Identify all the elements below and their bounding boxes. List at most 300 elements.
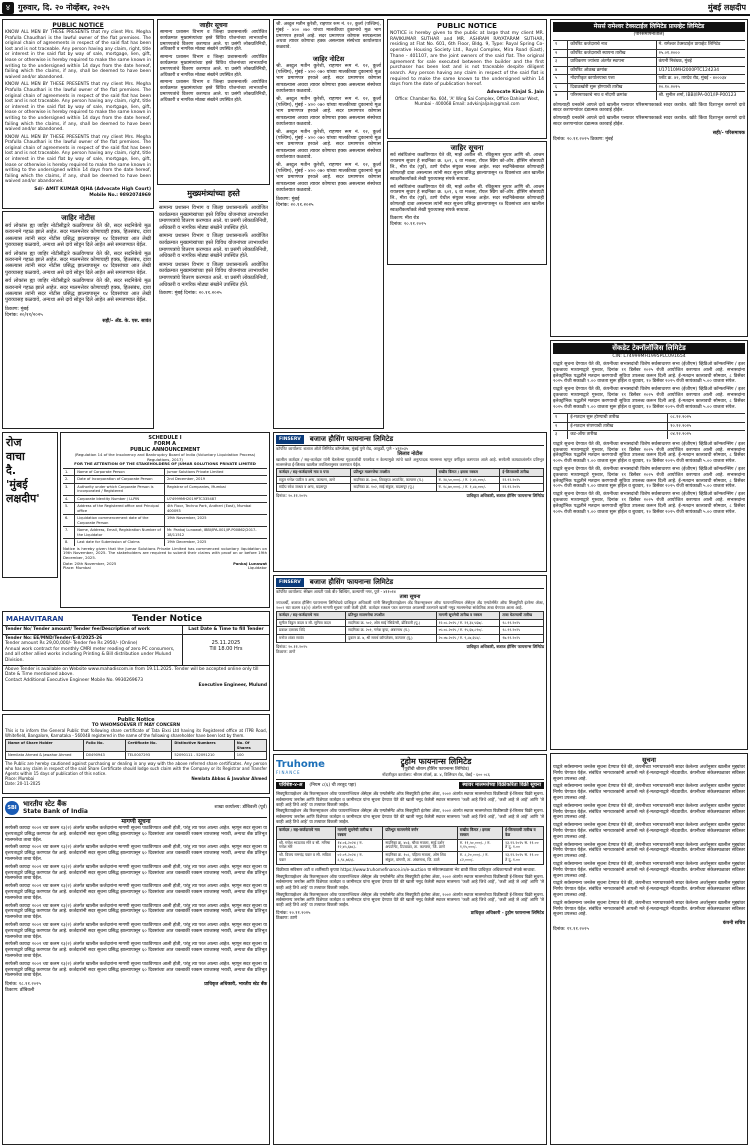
bajaj1-table-cell: ई-लिलावाची तारीख: [502, 470, 529, 474]
col5-ad2-table-cell: १०.१२.२०२५: [670, 423, 692, 429]
tender-contact: Contact Additional Executive Engineer Mobile No. 9930269673: [5, 677, 144, 683]
schedule-table-cell: Name of Corporate Person: [75, 469, 165, 476]
schedule-table-row: [63, 496, 267, 504]
bajaj2-body: ज्याअर्थी, बजाज हौसिंग फायनान्स लिमिटेडचे प्राधिकृत अधिकारी यांनी सिक्युरिटायझेशन अँड रिकन्स्ट्रक्शन ऑफ फायनान्शियल ॲसेट्स अँड एन्फोर्समेंट ऑफ सिक्युरिटी इंटरेस्ट ॲक्ट, २००२ च्या कलम १३(२) अंतर्गत मागणी सूचना जारी केली होती. कर्जदार रक्कम परत करण्यात अयशस्वी ठरल्याने खाली नमूद मालमत्तेचा सांकेतिक ताबा घेण्यात आला आहे.: [276, 600, 544, 610]
schedule-table-cell: 3.: [63, 484, 75, 495]
col4-sign: Advocate Kinjal S. Jain: [486, 90, 544, 96]
lost-share-table-cell: 100: [236, 753, 244, 758]
col5-table-row: [553, 67, 745, 76]
bajaj2-logo: FINSERV: [276, 578, 304, 587]
col4-jahir-notice: [387, 141, 547, 265]
col5-ad2-table-cell: ई-मतदान सुरू होण्याची तारीख: [568, 414, 668, 422]
truhome-body: सिक्युरिटायझेशन अँड रिकन्स्ट्रक्शन ऑफ फायनान्शियल ॲसेट्स अँड एन्फोर्समेंट ऑफ सिक्युरिटी इंटरेस्ट ॲक्ट, २००२ अंतर्गत स्थावर मालमत्तेच्या विक्रीसाठी ई-लिलाव विक्री सूचना. सर्वसामान्य जनतेस आणि विशेषतः कर्जदार व जामीनदार यांना सूचना देण्यात येते की खाली नमूद केलेली स्थावर मालमत्ता 'जशी आहे जिथे आहे', 'जशी आहे जे आहे' आणि 'जे काही आहे तिथे आहे' या तत्त्वावर विकली जाईल.: [276, 791, 544, 807]
schedule-table-cell: 2.: [63, 476, 75, 483]
schedule-table-cell: Registrar of Companies, Mumbai: [166, 484, 226, 489]
truhome-table-cell: सदनिका क्र. ४०३, चौथा मजला, साई दर्शन अपार्टमेंट, टिटवाळा, ता. कल्याण, जि. ठाणे: [383, 840, 457, 852]
masthead-brand: मुंबई लक्षदीप: [707, 3, 746, 12]
col5-table-cell: १: [553, 41, 568, 49]
col5-egm-notice: [550, 340, 748, 750]
bajaj1-table-row: [277, 484, 543, 491]
col5-table-cell: U17110MH2000PTC124234: [658, 67, 720, 73]
sbi-notice: [2, 797, 270, 1145]
bajaj2-heading: ताबा सूचना: [399, 594, 421, 600]
col2-top-body: सामान्य प्रशासन विभाग व जिल्हा प्रशासनातर्फे आयोजित कार्यक्रमात मुख्यमंत्र्यांच्या हस्ते विविध योजनांच्या लाभार्थ्यांना प्रमाणपत्रांचे वितरण करण्यात आले. या प्रसंगी लोकप्रतिनिधी, अधिकारी व नागरिक मोठ्या संख्येने उपस्थित होते.: [160, 30, 267, 53]
sbi-body: सरफेसी कायदा २००२ च्या कलम १३(२) अंतर्गत खालील कर्जदारांना मागणी सूचना पाठविण्यात आली होती, परंतु त्या परत आल्या आहेत. म्हणून सदर सूचना या वृत्तपत्राद्वारे प्रसिद्ध करण्यात येत आहे. कर्जदारांनी सदर सूचना प्रसिद्ध झाल्यापासून ६० दिवसांच्या आत थकबाकी रक्कम व्याजासह भरावी, अन्यथा बँक प्रतिभूत मालमत्तेचा ताबा घेईल.: [5, 826, 267, 843]
schedule-table-row: [63, 469, 267, 477]
col1-jahir-notice: [2, 211, 154, 429]
bajaj1-table-cell: २२.१२.२०२५: [502, 485, 521, 490]
public-notice-body-cont2: KNOW ALL MEN BY THESE PRESENTS that my client Mrs. Megha Prafulla Chaudhari is the lawful owner of the flat premises. The original chain of agreements in respect of the said flat has been lost and is not traceable. Any person having any claim, right, title or interest in the said flat by way of sale, mortgage, lien, gift, lease or otherwise is hereby required to make the same known in writing to the undersigned within 14 days from the date hereof, failing which the claims, if any, shall be deemed to have been waived and/or abandoned.: [5, 134, 151, 185]
col5-table-cell: ५: [553, 75, 568, 83]
tender-website: Above Tender is available on Website www.mahadiscom.in from 19.11.2025. Tender will be accepted online only till Date & Time mentioned above.: [5, 666, 259, 678]
bajaj2-table-cell: कर्जदार / सह-कर्जदाराचे नाव: [277, 612, 346, 619]
schedule-table-cell: 4th Floor, Techno Park, Andheri (East), Mumbai 400093: [166, 504, 252, 513]
col5-table-row: [553, 92, 745, 100]
bajaj1-table-row: [277, 477, 543, 485]
schedule-title: SCHEDULE I: [148, 435, 182, 441]
col5-table-cell: दिवाळखोरी सुरू होण्याची तारीख: [568, 84, 656, 92]
lost-share-sub: TO WHOMSOEVER IT MAY CONCERN: [91, 723, 181, 728]
bajaj-auction-notice: [273, 432, 547, 572]
bajaj2-date: दिनांक: २०.११.२०२५: [276, 643, 308, 649]
col5-table-cell: मे. रामेश्वर टेक्सटाईल प्रायव्हेट लिमिटेड: [658, 42, 721, 47]
truhome-table-cell: राखीव किंमत / इसारा रक्कम: [458, 827, 503, 839]
col5-company-sub: (परिसमापनातील): [633, 32, 665, 37]
schedule-i-announcement: [60, 432, 270, 608]
jahir-sign: सही/- ॲड. के. एस. सावंत: [102, 318, 151, 324]
masthead: [0, 0, 750, 16]
sbi-place: ठिकाण: डोंबिवली: [5, 988, 35, 994]
bajaj1-table-row: [277, 469, 543, 477]
schedule-table-cell: 1.: [63, 469, 75, 476]
truhome-table-row: [277, 840, 543, 853]
col5-ad2-body-5: याद्वारे सूचना देण्यात येते की, कंपनीच्या सभासदांची विशेष सर्वसाधारण सभा (ईजीएम) व्हिडिओ कॉन्फरन्सिंग / इतर दृकश्राव्य माध्यमाद्वारे गुरुवार, दिनांक ११ डिसेंबर २०२५ रोजी आयोजित करण्यात आली आहे. सभासदांना इलेक्ट्रॉनिक पद्धतीने मतदान करण्याची सुविधा उपलब्ध करून दिली आहे. ई-मतदान कालावधी सोमवार, ८ डिसेंबर २०२५ रोजी सकाळी ९.०० वाजता सुरू होईल व बुधवार, १० डिसेंबर २०२५ रोजी सायंकाळी ५.०० वाजता संपेल.: [553, 492, 745, 515]
jahir-place: ठिकाण: मुंबई: [5, 306, 29, 312]
truhome-logo-sub: FINANCE: [276, 770, 301, 776]
bajaj2-table-cell: सुनील विठ्ठल कदम व सौ. सुनिता कदम: [277, 620, 346, 627]
col1-public-notice: [2, 19, 154, 209]
col2-mid-article: [157, 187, 270, 429]
col5-table-row: [553, 84, 745, 93]
lost-share-table-cell: Certificate No.: [126, 740, 173, 751]
bajaj-sub: कॉर्पोरेट कार्यालय: बजाज ऑटो लिमिटेड कॉम्प्लेक्स, मुंबई पुणे रोड, आकुर्डी, पुणे - ४११०३५: [276, 446, 409, 451]
truhome-table-row: [277, 852, 543, 864]
sbi-logo: SBI: [5, 801, 19, 815]
bajaj2-table-row: [277, 635, 543, 642]
col4-jahir-title: जाहिर सूचना: [450, 144, 484, 152]
promo-line-1: रोज: [6, 436, 22, 449]
truhome-table-cell: १४.०६.२०२४ / रु. १२,४५,६७८/-: [336, 840, 384, 852]
truhome-table-cell: रु. ११,५०,०००/- / रु. १,१५,०००/-: [458, 840, 503, 852]
bajaj-body: खालील कर्जदार / सह-कर्जदार यांनी घेतलेल्या गृहकर्जाची परतफेड न केल्यामुळे त्यांचे खाते अनुत्पादक मालमत्ता म्हणून वर्गीकृत करण्यात आले आहे. सरफेसी कायद्याअंतर्गत प्रतिभूत मालमत्तेचा ई-लिलाव खालील तपशिलानुसार करण्यात येईल.: [276, 457, 544, 467]
truhome-heading-mid: (नियम ८(६) ची तरतूद पहा): [309, 783, 357, 789]
sbi-title: मागणी सूचना: [121, 818, 151, 825]
truhome-date: दिनांक: २०.११.२०२५: [276, 910, 311, 916]
truhome-title: ट्रुहोम फायनान्स लिमिटेड: [400, 757, 472, 766]
truhome-table-cell: प्रतिभूत मालमत्तेचे वर्णन: [383, 827, 457, 839]
col5-table-cell: प्लॉट क्र. ४२, तारदेव रोड, मुंबई - ४०००३४: [658, 76, 727, 81]
col2-top-body-3: सामान्य प्रशासन विभाग व जिल्हा प्रशासनातर्फे आयोजित कार्यक्रमात मुख्यमंत्र्यांच्या हस्ते विविध योजनांच्या लाभार्थ्यांना प्रमाणपत्रांचे वितरण करण्यात आले. या प्रसंगी लोकप्रतिनिधी, अधिकारी व नागरिक मोठ्या संख्येने उपस्थित होते.: [160, 80, 267, 103]
bajaj1-table-cell: राहुल गणेश पाटील व अन्य, कल्याण, ठाणे: [277, 477, 351, 484]
bajaj2-title: बजाज हौसिंग फायनान्स लिमिटेड: [309, 578, 394, 586]
truhome-heading-left: परिशिष्ट-४-अ: [276, 782, 305, 789]
tender-title: Tender Notice: [131, 613, 203, 624]
col5-ad2-table-cell: १: [553, 414, 568, 422]
truhome-table-cell: ई-लिलावाची तारीख व वेळ: [505, 827, 536, 837]
col5-table-cell: कॉर्पोरेट कर्जदाराचे नाव: [568, 41, 656, 49]
advocate-mobile: Mobile No.: 9892074969: [89, 193, 151, 199]
lost-share-table-cell: Nemilata Ahmed & Jawahar Ahmed: [6, 752, 84, 759]
col5-tail: कोणत्याही धनकोने आपले दावे खालील पत्त्यावर परिसमापकाकडे सादर करावेत. खोटे किंवा दिशाभूल करणारे दावे सादर करणाऱ्यांवर दंडात्मक कारवाई होईल.: [553, 102, 745, 114]
col4-jahir-body: सर्व संबंधितांना कळविण्यात येते की, माझे अशील श्री. रविकुमार सुथार आणि श्री. आश्रम रायतराम सुथार हे सदनिका क्र. ६०१, ६ वा मजला, रॉयल स्प्रिंग को-ऑप. हौसिंग सोसायटी लि., मीरा रोड (पूर्व), ठाणे येथील संयुक्त मालक आहेत. सदर सदनिकेबाबत कोणाचाही कोणताही दावा असल्यास त्यांनी सदर सूचना प्रसिद्ध झाल्यापासून १४ दिवसांच्या आत खालील स्वाक्षरीकर्त्यांकडे लेखी पुराव्यासह संपर्क साधावा.: [390, 153, 544, 182]
sbi-body-3: सरफेसी कायदा २००२ च्या कलम १३(२) अंतर्गत खालील कर्जदारांना मागणी सूचना पाठविण्यात आली होती, परंतु त्या परत आल्या आहेत. म्हणून सदर सूचना या वृत्तपत्राद्वारे प्रसिद्ध करण्यात येत आहे. कर्जदारांनी सदर सूचना प्रसिद्ध झाल्यापासून ६० दिवसांच्या आत थकबाकी रक्कम व्याजासह भरावी, अन्यथा बँक प्रतिभूत मालमत्तेचा ताबा घेईल.: [5, 864, 267, 882]
public-notice-title: PUBLIC NOTICE: [52, 22, 104, 29]
tender-amount: Tender amount Rs 29,00,000/- Tender fee Rs 2950/- (Online): [5, 641, 138, 647]
schedule-table-cell: 7.: [63, 527, 75, 538]
col2-top-body-2: सामान्य प्रशासन विभाग व जिल्हा प्रशासनातर्फे आयोजित कार्यक्रमात मुख्यमंत्र्यांच्या हस्ते विविध योजनांच्या लाभार्थ्यांना प्रमाणपत्रांचे वितरण करण्यात आले. या प्रसंगी लोकप्रतिनिधी, अधिकारी व नागरिक मोठ्या संख्येने उपस्थित होते.: [160, 55, 267, 78]
promo-line-5: लक्षदीप': [6, 492, 40, 505]
col5-sign: सही/- परिसमापक: [712, 130, 745, 136]
schedule-table-cell: Jumar Solutions Private Limited: [166, 469, 224, 474]
col4-public-notice: [387, 19, 547, 139]
col5-table: [553, 40, 745, 100]
truhome-table-cell: २३.१२.२०२५ स. ११.०० ते दु. १.००: [505, 852, 539, 862]
truhome-body-3: सिक्युरिटायझेशन अँड रिकन्स्ट्रक्शन ऑफ फायनान्शियल ॲसेट्स अँड एन्फोर्समेंट ऑफ सिक्युरिटी इंटरेस्ट ॲक्ट, २००२ अंतर्गत स्थावर मालमत्तेच्या विक्रीसाठी ई-लिलाव विक्री सूचना. सर्वसामान्य जनतेस आणि विशेषतः कर्जदार व जामीनदार यांना सूचना देण्यात येते की खाली नमूद केलेली स्थावर मालमत्ता 'जशी आहे जिथे आहे', 'जशी आहे जे आहे' आणि 'जे काही आहे तिथे आहे' या तत्त्वावर विकली जाईल.: [276, 873, 544, 890]
col5-ad2-table-row: [553, 423, 745, 432]
tender-last-time: Till 18.00 Hrs: [209, 646, 243, 652]
public-notice-body: KNOW ALL MEN BY THESE PRESENTS that my client Mrs. Megha Prafulla Chaudhari is the lawful owner of the flat premises. The original chain of agreements in respect of the said flat has been lost and is not traceable. Any person having any claim, right, title or interest in the said flat by way of sale, mortgage, lien, gift, lease or otherwise is hereby required to make the same known in writing to the undersigned within 14 days from the date hereof, failing which the claims, if any, shall be deemed to have been waived and/or abandoned.: [5, 30, 151, 80]
sbi-body-5: सरफेसी कायदा २००२ च्या कलम १३(२) अंतर्गत खालील कर्जदारांना मागणी सूचना पाठविण्यात आली होती, परंतु त्या परत आल्या आहेत. म्हणून सदर सूचना या वृत्तपत्राद्वारे प्रसिद्ध करण्यात येत आहे. कर्जदारांनी सदर सूचना प्रसिद्ध झाल्यापासून ६० दिवसांच्या आत थकबाकी रक्कम व्याजासह भरावी, अन्यथा बँक प्रतिभूत मालमत्तेचा ताबा घेईल.: [5, 903, 267, 921]
bajaj1-table-cell: संदीप रमेश जाधव व अन्य, बदलापूर: [277, 484, 351, 491]
bajaj2-table-cell: मागणी सूचनेची तारीख व रक्कम: [437, 612, 501, 619]
schedule-table-row: [63, 539, 267, 546]
tender-last-date: 25.11.2025: [211, 639, 241, 646]
schedule-table-cell: 6.: [63, 515, 75, 526]
truhome-table-row: [277, 827, 543, 840]
schedule-table-row: [63, 527, 267, 539]
schedule-table-cell: Date of Incorporation of Corporate Person: [75, 476, 165, 483]
bajaj2-table-cell: २०.०७.२०२५ / रु. ९,८७,६५४/-: [437, 635, 501, 642]
lost-share-table-cell: TEL0007293: [126, 752, 173, 759]
tender-no: Tender No: EE/MND/Tender/E-8/2025-26: [5, 635, 103, 641]
lost-share-table-cell: D0490943: [84, 752, 126, 759]
col5-bottom-body-4: याद्वारे सर्वसामान्य जनतेस सूचना देण्यात येते की, कंपनीच्या भागधारकांनी सादर केलेल्या अर्जानुसार खालील मुद्द्यांवर निर्णय घेण्यात येईल. संबंधित भागधारकांनी आपली मते ई-मतदानाद्वारे नोंदवावीत. कंपनीच्या संकेतस्थळावर सविस्तर सूचना उपलब्ध आहे.: [553, 823, 745, 840]
col3-body-4: श्री. अब्दुल मतीन कुरेशी, राहणार रूम नं. १२, कुर्ला (पश्चिम), मुंबई - ४०० ०७० यांच्या मालकीच्या दुकानाचे मूळ भाग प्रमाणपत्र हरवले आहे. सदर प्रमाणपत्र कोणास सापडल्यास अथवा त्यावर कोणाचा हक्क असल्यास संस्थेच्या कार्यालयात कळवावे.: [276, 163, 381, 193]
bajaj2-table-cell: सदनिका क्र. २०१, गणेश कृपा, अंबरनाथ (प.): [346, 627, 436, 634]
sbi-name-en: State Bank of India: [23, 808, 88, 815]
col4-public-notice-body: NOTICE is hereby given to the public at large that my client MR. RAVIKUMAR SUTHAR and MR. ASHRAM RAYATARAM SUTHAR, residing at Flat No. 601, 6th Floor, Bldg. 9, Type: Royal Spring Co-operative Housing Society Ltd., Royal Complex, Mira Road (East), Thane - 401107, are the joint owners of the said flat. The original agreement for sale executed between the builder and the first purchaser has been lost and is not traceable despite diligent search. Any person having any claim in respect of the said flat is required to make the same known to the undersigned within 14 days from the date of publication hereof.: [390, 31, 544, 88]
col5-ad2-body: याद्वारे सूचना देण्यात येते की, कंपनीच्या सभासदांची विशेष सर्वसाधारण सभा (ईजीएम) व्हिडिओ कॉन्फरन्सिंग / इतर दृकश्राव्य माध्यमाद्वारे गुरुवार, दिनांक ११ डिसेंबर २०२५ रोजी आयोजित करण्यात आली आहे. सभासदांना इलेक्ट्रॉनिक पद्धतीने मतदान करण्याची सुविधा उपलब्ध करून दिली आहे. ई-मतदान कालावधी सोमवार, ८ डिसेंबर २०२५ रोजी सकाळी ९.०० वाजता सुरू होईल व बुधवार, १० डिसेंबर २०२५ रोजी सायंकाळी ५.०० वाजता संपेल.: [553, 362, 745, 385]
lost-share-sign: Nemlata Abbas & Jawahar Ahmed: [191, 775, 267, 781]
col5-ad2-table: [553, 413, 745, 439]
col5-bottom-date: दिनांक: १९.११.२०२५: [553, 927, 589, 933]
schedule-table-cell: 19th December, 2025: [166, 540, 207, 545]
truhome-table-cell: श्री. विजय रामचंद्र पवार व सौ. सविता पवार: [277, 852, 336, 864]
bajaj2-table-cell: सदनिका क्र. ५०२, ओम साई रेसिडेन्सी, डोंबिवली (पू.): [346, 620, 436, 627]
col5-ad2-table-cell: ०४.१२.२०२५: [670, 432, 692, 438]
schedule-table-cell: Mr. Pankaj Lunawat, IBBI/IPA-001/IP-P00862/2017-18/11512: [166, 528, 257, 537]
schedule-table-cell: U74999MH2019PTC335487: [166, 496, 217, 501]
col4-address: Office: Chamber No. 604, 'A' Wing Sai Complex, Office Dahisar West, Mumbai - 400068 Email: advkinjaljain@gmail.com: [394, 96, 540, 107]
advocate-sign: Sd/- AMIT KUMAR OJHA (Advocate High Court): [34, 187, 151, 193]
schedule-date: Date: 20th November, 2025: [63, 560, 117, 566]
schedule-table-row: [63, 484, 267, 496]
schedule-table: [63, 468, 267, 546]
tender-notice: [2, 611, 270, 711]
col5-table-cell: ६: [553, 84, 568, 92]
col5-table-cell: परिसमापकाचे नाव व नोंदणी क्रमांक: [568, 92, 656, 100]
bajaj2-table-cell: १८.११.२०२५: [502, 620, 521, 625]
bajaj-table: [276, 468, 544, 492]
col3-title: जाहिर नोटिस: [312, 54, 345, 63]
truhome-logo: Truhome: [276, 759, 325, 771]
col5-table-cell: २५.०१.२०००: [658, 50, 680, 56]
lost-share-table-row: [6, 752, 266, 759]
promo-line-2: वाचा: [6, 450, 25, 463]
lost-share-table-cell: Folio No.: [84, 740, 126, 751]
col5-bottom-title: सूचना: [642, 756, 656, 764]
bajaj-logo: FINSERV: [276, 435, 304, 444]
truhome-body-2: सिक्युरिटायझेशन अँड रिकन्स्ट्रक्शन ऑफ फायनान्शियल ॲसेट्स अँड एन्फोर्समेंट ऑफ सिक्युरिटी इंटरेस्ट ॲक्ट, २००२ अंतर्गत स्थावर मालमत्तेच्या विक्रीसाठी ई-लिलाव विक्री सूचना. सर्वसामान्य जनतेस आणि विशेषतः कर्जदार व जामीनदार यांना सूचना देण्यात येते की खाली नमूद केलेली स्थावर मालमत्ता 'जशी आहे जिथे आहे', 'जशी आहे जे आहे' आणि 'जे काही आहे तिथे आहे' या तत्त्वावर विकली जाईल.: [276, 808, 544, 824]
col5-table-cell: ४: [553, 67, 568, 75]
col5-ad2-table-cell: ई-मतदान संपण्याची तारीख: [568, 423, 668, 431]
bajaj2-table-cell: मनोज शंकर सावंत: [277, 635, 346, 642]
schedule-table-row: [63, 503, 267, 515]
col5-bottom-sign: कंपनी सचिव: [722, 921, 745, 927]
truhome-table-cell: सदनिका क्र. १०८, पहिला मजला, ओम शिव संकुल, वांगणी, ता. अंबरनाथ, जि. ठाणे: [383, 852, 457, 864]
truhome-tail: विक्रीच्या सविस्तर अटी व शर्तींसाठी कृपया https://www.truhomefinance.in/e-auction या संकेतस्थळाला भेट द्यावी किंवा प्राधिकृत अधिकाऱ्याशी संपर्क साधावा.: [276, 866, 536, 872]
col5-table-cell: २०.१०.२०२५: [658, 84, 680, 90]
col5-table-row: [553, 58, 745, 67]
col5-liquidation-notice: [550, 19, 748, 337]
lost-share-tail: The Public are hereby cautioned against purchasing or dealing in any way with the above referred share certificates. Any person who has any claim in respect of the said Share Certificate should lodge such claim with the Company or its Registrar and Transfer Agents within 15 days of publication of this notice.: [5, 760, 267, 776]
bajaj-title: बजाज हौसिंग फायनान्स लिमिटेड: [309, 435, 394, 443]
bajaj2-table-cell: दुकान क्र. ७, श्री समर्थ कॉम्प्लेक्स, कल्याण (पू.): [346, 635, 436, 642]
schedule-table-cell: 19th November, 2025: [166, 516, 207, 521]
col5-ad2-title: सेंकडेट टेक्नॉलॉजिस लिमिटेड: [553, 343, 745, 354]
bajaj-date: दिनांक: २०.११.२०२५: [276, 492, 308, 498]
schedule-table-row: [63, 476, 267, 484]
truhome-table-cell: ०२.०९.२०२४ / रु. ८,९८,७६५/-: [336, 852, 384, 864]
col4-public-notice-title: PUBLIC NOTICE: [437, 22, 497, 30]
promo-line-4: 'मुंबई: [6, 478, 28, 491]
bajaj2-table-cell: १८.११.२०२५: [502, 628, 521, 633]
col5-bottom-body-3: याद्वारे सर्वसामान्य जनतेस सूचना देण्यात येते की, कंपनीच्या भागधारकांनी सादर केलेल्या अर्जानुसार खालील मुद्द्यांवर निर्णय घेण्यात येईल. संबंधित भागधारकांनी आपली मते ई-मतदानाद्वारे नोंदवावीत. कंपनीच्या संकेतस्थळावर सविस्तर सूचना उपलब्ध आहे.: [553, 803, 745, 821]
sbi-body-8: सरफेसी कायदा २००२ च्या कलम १३(२) अंतर्गत खालील कर्जदारांना मागणी सूचना पाठविण्यात आली होती, परंतु त्या परत आल्या आहेत. म्हणून सदर सूचना या वृत्तपत्राद्वारे प्रसिद्ध करण्यात येत आहे. कर्जदारांनी सदर सूचना प्रसिद्ध झाल्यापासून ६० दिवसांच्या आत थकबाकी रक्कम व्याजासह भरावी, अन्यथा बँक प्रतिभूत मालमत्तेचा ताबा घेईल.: [5, 961, 267, 979]
schedule-table-cell: Liquidation commencement date of the Corporate Person: [75, 515, 165, 526]
col3-jahir-notice: [273, 19, 384, 429]
lost-share-table-cell: 52090111 - 52091210: [172, 752, 234, 759]
schedule-table-row: [63, 515, 267, 527]
truhome-address: नोंदणीकृत कार्यालय: श्रीराम टॉवर्स, क्र. ४, विलिंग्डन रोड, चेन्नई - ६०० ०८६: [382, 772, 490, 778]
tender-col-label: Tender No/ Tender amount/ Tender fee/Description of work: [3, 626, 183, 634]
bajaj2-table-row: [277, 620, 543, 628]
col2-top-title: जाहीर सूचना: [199, 22, 228, 29]
schedule-for: FOR THE ATTENTION OF THE STAKEHOLDERS OF JUMAR SOLUTIONS PRIVATE LIMITED: [74, 461, 256, 467]
schedule-place: Place: Mumbai: [63, 565, 91, 571]
bajaj1-table-cell: रु. २४,५०,०००/- / रु. २,४५,०००/-: [437, 477, 501, 484]
schedule-form: FORM A: [153, 441, 177, 447]
bajaj1-table-cell: सदनिका क्र. १०२, साई संकुल, बदलापूर (पू.): [351, 484, 436, 491]
mahavitaran-logo: MAHAVITARAN: [6, 614, 64, 623]
col5-tail-2: कोणत्याही धनकोने आपले दावे खालील पत्त्यावर परिसमापकाकडे सादर करावेत. खोटे किंवा दिशाभूल करणारे दावे सादर करणाऱ्यांवर दंडात्मक कारवाई होईल.: [553, 116, 745, 127]
bajaj2-table-cell: प्रतिभूत मालमत्तेचा तपशील: [346, 612, 436, 619]
bajaj-sign: प्राधिकृत अधिकारी, बजाज हौसिंग फायनान्स लिमिटेड: [466, 492, 544, 498]
promo-line-3: दै.: [6, 464, 17, 477]
truhome-place: ठिकाण: ठाणे: [276, 916, 298, 922]
truhome-table: [276, 826, 544, 865]
col5-bottom-body: याद्वारे सर्वसामान्य जनतेस सूचना देण्यात येते की, कंपनीच्या भागधारकांनी सादर केलेल्या अर्जानुसार खालील मुद्द्यांवर निर्णय घेण्यात येईल. संबंधित भागधारकांनी आपली मते ई-मतदानाद्वारे नोंदवावीत. कंपनीच्या संकेतस्थळावर सविस्तर सूचना उपलब्ध आहे.: [553, 765, 745, 782]
col5-table-row: [553, 50, 745, 59]
col5-ad2-body-4: याद्वारे सूचना देण्यात येते की, कंपनीच्या सभासदांची विशेष सर्वसाधारण सभा (ईजीएम) व्हिडिओ कॉन्फरन्सिंग / इतर दृकश्राव्य माध्यमाद्वारे गुरुवार, दिनांक ११ डिसेंबर २०२५ रोजी आयोजित करण्यात आली आहे. सभासदांना इलेक्ट्रॉनिक पद्धतीने मतदान करण्याची सुविधा उपलब्ध करून दिली आहे. ई-मतदान कालावधी सोमवार, ८ डिसेंबर २०२५ रोजी सकाळी ९.०० वाजता सुरू होईल व बुधवार, १० डिसेंबर २०२५ रोजी सायंकाळी ५.०० वाजता संपेल.: [553, 467, 745, 490]
jahir-notice-body: सर्व लोकांस ह्या जाहिर नोटीसीद्वारे कळविण्यात येते की, सदर सदनिकेचे मूळ करारनामे गहाळ झाले आहेत. सदर मालमत्तेवर कोणाचाही हक्क, हितसंबंध, दावा असल्यास त्यांनी सदर नोटीस प्रसिद्ध झाल्यापासून १४ दिवसांच्या आत लेखी पुराव्यासह कळवावे, अन्यथा असे दावे सोडून दिले आहेत असे समजण्यात येईल.: [5, 223, 151, 249]
truhome-table-cell: कर्जदार / सह-कर्जदाराचे नाव: [277, 827, 336, 839]
schedule-table-cell: Address of the Registered office and Principal office: [75, 503, 165, 514]
col2-mid-title: मुख्यमंत्र्यांच्या हस्ते: [159, 189, 268, 202]
jahir-notice-body-3: सर्व लोकांस ह्या जाहिर नोटीसीद्वारे कळविण्यात येते की, सदर सदनिकेचे मूळ करारनामे गहाळ झाले आहेत. सदर मालमत्तेवर कोणाचाही हक्क, हितसंबंध, दावा असल्यास त्यांनी सदर नोटीस प्रसिद्ध झाल्यापासून १४ दिवसांच्या आत लेखी पुराव्यासह कळवावे, अन्यथा असे दावे सोडून दिले आहेत असे समजण्यात येईल.: [5, 278, 151, 304]
tender-sign: Executive Engineer, Mulund: [198, 683, 267, 689]
col5-ad2-table-cell: ३: [553, 431, 568, 439]
bajaj-possession-notice: [273, 575, 547, 751]
truhome-sale-notice: [273, 754, 547, 1145]
truhome-table-cell: रु. ८,२०,०००/- / रु. ८२,०००/-: [458, 852, 503, 864]
truhome-title-sub: (पूर्वीची श्रीराम हौसिंग फायनान्स लिमिटेड): [402, 767, 470, 772]
lost-share-table: [5, 739, 267, 760]
col5-table-cell: नोंदणीकृत कार्यालयाचा पत्ता: [568, 75, 656, 83]
lakshadeep-promo: [2, 432, 58, 578]
col5-ad2-cin: CIN: L74999MH1995PLC091654: [612, 354, 686, 359]
schedule-table-cell: 8.: [63, 539, 75, 546]
col5-ad2-table-cell: २: [553, 423, 568, 431]
col5-bottom-body-5: याद्वारे सर्वसामान्य जनतेस सूचना देण्यात येते की, कंपनीच्या भागधारकांनी सादर केलेल्या अर्जानुसार खालील मुद्द्यांवर निर्णय घेण्यात येईल. संबंधित भागधारकांनी आपली मते ई-मतदानाद्वारे नोंदवावीत. कंपनीच्या संकेतस्थळावर सविस्तर सूचना उपलब्ध आहे.: [553, 842, 745, 860]
bajaj2-table-row: [277, 627, 543, 635]
bajaj1-table-cell: कर्जदार / सह-कर्जदाराचे नाव व पत्ता: [277, 469, 351, 476]
truhome-sign: प्राधिकृत अधिकारी - ट्रुहोम फायनान्स लिमिटेड: [470, 910, 544, 916]
lost-share-date: Date: 20-11-2025: [5, 780, 41, 786]
schedule-table-cell: 2nd December, 2019: [166, 477, 206, 482]
schedule-footer: Notice is hereby given that the Jumar Solutions Private Limited has commenced voluntary liquidation on 19th November, 2025. The stakeholders are required to submit their claims with proof on or before 19th December, 2025.: [63, 545, 267, 560]
truhome-heading-right: स्थावर मालमत्तेच्या विक्रीकरिता विक्री सूचना: [459, 782, 544, 789]
sbi-body-2: सरफेसी कायदा २००२ च्या कलम १३(२) अंतर्गत खालील कर्जदारांना मागणी सूचना पाठविण्यात आली होती, परंतु त्या परत आल्या आहेत. म्हणून सदर सूचना या वृत्तपत्राद्वारे प्रसिद्ध करण्यात येत आहे. कर्जदारांनी सदर सूचना प्रसिद्ध झाल्यापासून ६० दिवसांच्या आत थकबाकी रक्कम व्याजासह भरावी, अन्यथा बँक प्रतिभूत मालमत्तेचा ताबा घेईल.: [5, 845, 267, 862]
col5-ad2-body-3: याद्वारे सूचना देण्यात येते की, कंपनीच्या सभासदांची विशेष सर्वसाधारण सभा (ईजीएम) व्हिडिओ कॉन्फरन्सिंग / इतर दृकश्राव्य माध्यमाद्वारे गुरुवार, दिनांक ११ डिसेंबर २०२५ रोजी आयोजित करण्यात आली आहे. सभासदांना इलेक्ट्रॉनिक पद्धतीने मतदान करण्याची सुविधा उपलब्ध करून दिली आहे. ई-मतदान कालावधी सोमवार, ८ डिसेंबर २०२५ रोजी सकाळी ९.०० वाजता सुरू होईल व बुधवार, १० डिसेंबर २०२५ रोजी सायंकाळी ५.०० वाजता संपेल.: [553, 441, 745, 465]
col5-table-cell: ७: [553, 92, 568, 100]
col5-table-cell: कॉर्पोरेट कर्जदाराची स्थापना तारीख: [568, 50, 656, 58]
sbi-branch: शाखा कार्यालय: डोंबिवली (पूर्व): [214, 804, 267, 810]
bajaj1-table-cell: सदनिका क्र. ३०४, शिवकृपा अपार्टमेंट, कल्याण (प.): [351, 477, 436, 484]
bajaj1-table-cell: प्रतिभूत मालमत्तेचा तपशील: [351, 469, 436, 476]
lost-share-table-cell: No. Of Shares: [236, 741, 251, 750]
col5-table-cell: ३: [553, 58, 568, 66]
col5-ad2-table-row: [553, 431, 745, 439]
schedule-table-cell: Authority under which Corporate Person is incorporated / Registered: [75, 484, 165, 495]
tender-col-label-2: Last Date & Time to fill Tender: [188, 627, 264, 632]
schedule-table-cell: 4.: [63, 496, 75, 503]
lost-share-table-cell: Distinctive Numbers: [172, 740, 234, 751]
bajaj2-table-cell: ०५.०८.२०२५ / रु. १५,६७,८९०/-: [437, 627, 501, 634]
col2-mid-body: सामान्य प्रशासन विभाग व जिल्हा प्रशासनातर्फे आयोजित कार्यक्रमात मुख्यमंत्र्यांच्या हस्ते विविध योजनांच्या लाभार्थ्यांना प्रमाणपत्रांचे वितरण करण्यात आले. या प्रसंगी लोकप्रतिनिधी, अधिकारी व नागरिक मोठ्या संख्येने उपस्थित होते.: [159, 205, 268, 231]
bajaj2-table-cell: प्रकाश दत्तात्रय शिंदे: [277, 627, 346, 634]
col4-jahir-body-2: सर्व संबंधितांना कळविण्यात येते की, माझे अशील श्री. रविकुमार सुथार आणि श्री. आश्रम रायतराम सुथार हे सदनिका क्र. ६०१, ६ वा मजला, रॉयल स्प्रिंग को-ऑप. हौसिंग सोसायटी लि., मीरा रोड (पूर्व), ठाणे येथील संयुक्त मालक आहेत. सदर सदनिकेबाबत कोणाचाही कोणताही दावा असल्यास त्यांनी सदर सूचना प्रसिद्ध झाल्यापासून १४ दिवसांच्या आत खालील स्वाक्षरीकर्त्यांकडे लेखी पुराव्यासह संपर्क साधावा.: [390, 184, 544, 214]
col3-top-body: श्री. अब्दुल मतीन कुरेशी, राहणार रूम नं. १२, कुर्ला (पश्चिम), मुंबई - ४०० ०७० यांच्या मालकीच्या दुकानाचे मूळ भाग प्रमाणपत्र हरवले आहे. सदर प्रमाणपत्र कोणास सापडल्यास अथवा त्यावर कोणाचा हक्क असल्यास संस्थेच्या कार्यालयात कळवावे.: [276, 22, 381, 51]
col4-jahir-date: दिनांक: २०.११.२०२५: [390, 222, 426, 228]
jahir-date: दिनांक: २०/११/२०२५: [5, 312, 43, 318]
col5-bottom-body-2: याद्वारे सर्वसामान्य जनतेस सूचना देण्यात येते की, कंपनीच्या भागधारकांनी सादर केलेल्या अर्जानुसार खालील मुद्द्यांवर निर्णय घेण्यात येईल. संबंधित भागधारकांनी आपली मते ई-मतदानाद्वारे नोंदवावीत. कंपनीच्या संकेतस्थळावर सविस्तर सूचना उपलब्ध आहे.: [553, 784, 745, 801]
sbi-name-mr: भारतीय स्टेट बैंक: [23, 800, 67, 808]
lost-share-place: Place: Mumbai: [5, 775, 35, 781]
col5-ad2-body-2: याद्वारे सूचना देण्यात येते की, कंपनीच्या सभासदांची विशेष सर्वसाधारण सभा (ईजीएम) व्हिडिओ कॉन्फरन्सिंग / इतर दृकश्राव्य माध्यमाद्वारे गुरुवार, दिनांक ११ डिसेंबर २०२५ रोजी आयोजित करण्यात आली आहे. सभासदांना इलेक्ट्रॉनिक पद्धतीने मतदान करण्याची सुविधा उपलब्ध करून दिली आहे. ई-मतदान कालावधी सोमवार, ८ डिसेंबर २०२५ रोजी सकाळी ९.०० वाजता सुरू होईल व बुधवार, १० डिसेंबर २०२५ रोजी सायंकाळी ५.०० वाजता संपेल.: [553, 387, 745, 410]
col5-bottom-body-7: याद्वारे सर्वसामान्य जनतेस सूचना देण्यात येते की, कंपनीच्या भागधारकांनी सादर केलेल्या अर्जानुसार खालील मुद्द्यांवर निर्णय घेण्यात येईल. संबंधित भागधारकांनी आपली मते ई-मतदानाद्वारे नोंदवावीत. कंपनीच्या संकेतस्थळावर सविस्तर सूचना उपलब्ध आहे.: [553, 881, 745, 898]
col5-bottom-notice: [550, 753, 748, 1145]
col5-table-cell: कंपनी निबंधक, मुंबई: [658, 59, 692, 64]
truhome-table-cell: मागणी सूचनेची तारीख व रक्कम: [336, 827, 384, 839]
bajaj2-table-cell: १२.०८.२०२५ / रु. २१,३४,५६७/-: [437, 620, 501, 627]
sbi-body-7: सरफेसी कायदा २००२ च्या कलम १३(२) अंतर्गत खालील कर्जदारांना मागणी सूचना पाठविण्यात आली होती, परंतु त्या परत आल्या आहेत. म्हणून सदर सूचना या वृत्तपत्राद्वारे प्रसिद्ध करण्यात येत आहे. कर्जदारांनी सदर सूचना प्रसिद्ध झाल्यापासून ६० दिवसांच्या आत थकबाकी रक्कम व्याजासह भरावी, अन्यथा बँक प्रतिभूत मालमत्तेचा ताबा घेईल.: [5, 942, 267, 959]
schedule-sub: (Regulation 14 of the Insolvency and Bankruptcy Board of India (Voluntary Liquidation Process) Regulations, 2017): [74, 452, 256, 462]
schedule-table-cell: Last date for Submission of Claims: [75, 539, 165, 546]
col5-ad2-table-cell: ०८.१२.२०२५: [670, 415, 692, 421]
col3-body: श्री. अब्दुल मतीन कुरेशी, राहणार रूम नं. १२, कुर्ला (पश्चिम), मुंबई - ४०० ०७० यांच्या मालकीच्या दुकानाचे मूळ भाग प्रमाणपत्र हरवले आहे. सदर प्रमाणपत्र कोणास सापडल्यास अथवा त्यावर कोणाचा हक्क असल्यास संस्थेच्या कार्यालयात कळवावे.: [276, 63, 381, 94]
lost-share-table-cell: Name of Share Holder: [6, 740, 84, 751]
schedule-table-cell: Name, Address, Email, Registration Number of the Liquidator: [75, 527, 165, 538]
jahir-notice-body-2: सर्व लोकांस ह्या जाहिर नोटीसीद्वारे कळविण्यात येते की, सदर सदनिकेचे मूळ करारनामे गहाळ झाले आहेत. सदर मालमत्तेवर कोणाचाही हक्क, हितसंबंध, दावा असल्यास त्यांनी सदर नोटीस प्रसिद्ध झाल्यापासून १४ दिवसांच्या आत लेखी पुराव्यासह कळवावे, अन्यथा असे दावे सोडून दिले आहेत असे समजण्यात येईल.: [5, 250, 151, 276]
jahir-notice-title: जाहिर नोटीस: [61, 214, 95, 222]
date-line: गुरुवार, दि. २० नोव्हेंबर, २०२५: [18, 3, 110, 12]
schedule-heading: PUBLIC ANNOUNCEMENT: [130, 447, 200, 453]
truhome-table-cell: २३.१२.२०२५ स. ११.०० ते दु. १.००: [505, 839, 539, 850]
schedule-table-cell: 5.: [63, 503, 75, 514]
tender-desc: Annual work contract for monthly CMRI meter reading of zero PC consumers, and all other allied works including Printing & Bill distribution under Mulund Division.: [5, 646, 175, 663]
col5-bottom-body-8: याद्वारे सर्वसामान्य जनतेस सूचना देण्यात येते की, कंपनीच्या भागधारकांनी सादर केलेल्या अर्जानुसार खालील मुद्द्यांवर निर्णय घेण्यात येईल. संबंधित भागधारकांनी आपली मते ई-मतदानाद्वारे नोंदवावीत. कंपनीच्या संकेतस्थळावर सविस्तर सूचना उपलब्ध आहे.: [553, 900, 745, 918]
col3-date: दिनांक: २०.११.२०२५: [276, 203, 314, 209]
sbi-sign: प्राधिकृत अधिकारी, भारतीय स्टेट बँक: [204, 982, 267, 988]
col5-table-cell: कॉर्पोरेट ओळख क्रमांक: [568, 67, 656, 75]
bajaj2-table-row: [277, 612, 543, 620]
col2-top-notice: [157, 19, 270, 185]
truhome-body-4: सिक्युरिटायझेशन अँड रिकन्स्ट्रक्शन ऑफ फायनान्शियल ॲसेट्स अँड एन्फोर्समेंट ऑफ सिक्युरिटी इंटरेस्ट ॲक्ट, २००२ अंतर्गत स्थावर मालमत्तेच्या विक्रीसाठी ई-लिलाव विक्री सूचना. सर्वसामान्य जनतेस आणि विशेषतः कर्जदार व जामीनदार यांना सूचना देण्यात येते की खाली नमूद केलेली स्थावर मालमत्ता 'जशी आहे जिथे आहे', 'जशी आहे जे आहे' आणि 'जे काही आहे तिथे आहे' या तत्त्वावर विकली जाईल.: [276, 891, 544, 908]
col5-ad2-table-cell: कट-ऑफ तारीख: [568, 431, 668, 439]
col5-date: दिनांक: २०.११.२०२५ ठिकाण: मुंबई: [553, 136, 613, 142]
col5-table-row: [553, 75, 745, 84]
col4-jahir-place: ठिकाण: मीरा रोड: [390, 216, 419, 222]
col3-body-3: श्री. अब्दुल मतीन कुरेशी, राहणार रूम नं. १२, कुर्ला (पश्चिम), मुंबई - ४०० ०७० यांच्या मालकीच्या दुकानाचे मूळ भाग प्रमाणपत्र हरवले आहे. सदर प्रमाणपत्र कोणास सापडल्यास अथवा त्यावर कोणाचा हक्क असल्यास संस्थेच्या कार्यालयात कळवावे.: [276, 130, 381, 160]
lost-share-title: Public Notice: [117, 717, 155, 723]
col2-mid-body-2: सामान्य प्रशासन विभाग व जिल्हा प्रशासनातर्फे आयोजित कार्यक्रमात मुख्यमंत्र्यांच्या हस्ते विविध योजनांच्या लाभार्थ्यांना प्रमाणपत्रांचे वितरण करण्यात आले. या प्रसंगी लोकप्रतिनिधी, अधिकारी व नागरिक मोठ्या संख्येने उपस्थित होते.: [159, 233, 268, 260]
col5-table-row: [553, 41, 745, 50]
bajaj2-table-cell: १७.११.२०२५: [502, 635, 521, 640]
lost-share-notice: [2, 714, 270, 794]
bajaj2-sub: कॉर्पोरेट कार्यालय: सेरेब्रम आयटी पार्क बी२ बिल्डिंग, कल्याणी नगर, पुणे - ४११०१४: [276, 589, 396, 594]
schedule-sign-name: Pankaj Lunawat: [233, 560, 267, 566]
col5-bottom-body-6: याद्वारे सर्वसामान्य जनतेस सूचना देण्यात येते की, कंपनीच्या भागधारकांनी सादर केलेल्या अर्जानुसार खालील मुद्द्यांवर निर्णय घेण्यात येईल. संबंधित भागधारकांनी आपली मते ई-मतदानाद्वारे नोंदवावीत. कंपनीच्या संकेतस्थळावर सविस्तर सूचना उपलब्ध आहे.: [553, 861, 745, 879]
lost-share-body: This is to inform the General Public that following share certificate of Tata Elxsi Ltd having its Registered office at ITPB Road, Whitefield, Bangalore, Karnataka - 560048 registered in the name of the following shareholder have been lost by them.: [5, 728, 267, 739]
col2-mid-sign: ठिकाण: मुंबई दिनांक: २०.११.२०२५: [159, 291, 222, 297]
bajaj1-table-cell: राखीव किंमत / इसारा रक्कम: [437, 469, 501, 476]
col5-table-cell: प्राधिकरण ज्यांच्या अंतर्गत स्थापना: [568, 58, 656, 66]
truhome-table-cell: श्री. गणेश भाऊराव मोरे व सौ. मनिषा गणेश मोरे: [277, 840, 336, 852]
sbi-body-6: सरफेसी कायदा २००२ च्या कलम १३(२) अंतर्गत खालील कर्जदारांना मागणी सूचना पाठविण्यात आली होती, परंतु त्या परत आल्या आहेत. म्हणून सदर सूचना या वृत्तपत्राद्वारे प्रसिद्ध करण्यात येत आहे. कर्जदारांनी सदर सूचना प्रसिद्ध झाल्यापासून ६० दिवसांच्या आत थकबाकी रक्कम व्याजासह भरावी, अन्यथा बँक प्रतिभूत मालमत्तेचा ताबा घेईल.: [5, 922, 267, 940]
col5-ad2-table-row: [553, 414, 745, 423]
bajaj1-table-cell: २२.१२.२०२५: [502, 477, 521, 482]
page-number-badge: ४: [2, 2, 14, 14]
col5-table-cell: श्री. सुनील शर्मा, IBBI/IPA-001/IP-P00123: [658, 93, 737, 98]
col3-place: ठिकाण: मुंबई: [276, 197, 300, 203]
sbi-body-4: सरफेसी कायदा २००२ च्या कलम १३(२) अंतर्गत खालील कर्जदारांना मागणी सूचना पाठविण्यात आली होती, परंतु त्या परत आल्या आहेत. म्हणून सदर सूचना या वृत्तपत्राद्वारे प्रसिद्ध करण्यात येत आहे. कर्जदारांनी सदर सूचना प्रसिद्ध झाल्यापासून ६० दिवसांच्या आत थकबाकी रक्कम व्याजासह भरावी, अन्यथा बँक प्रतिभूत मालमत्तेचा ताबा घेईल.: [5, 884, 267, 901]
bajaj2-sign: प्राधिकृत अधिकारी, बजाज हौसिंग फायनान्स लिमिटेड: [466, 643, 544, 649]
col5-table-cell: २: [553, 50, 568, 58]
col3-body-2: श्री. अब्दुल मतीन कुरेशी, राहणार रूम नं. १२, कुर्ला (पश्चिम), मुंबई - ४०० ०७० यांच्या मालकीच्या दुकानाचे मूळ भाग प्रमाणपत्र हरवले आहे. सदर प्रमाणपत्र कोणास सापडल्यास अथवा त्यावर कोणाचा हक्क असल्यास संस्थेच्या कार्यालयात कळवावे.: [276, 97, 381, 127]
col2-mid-body-3: सामान्य प्रशासन विभाग व जिल्हा प्रशासनातर्फे आयोजित कार्यक्रमात मुख्यमंत्र्यांच्या हस्ते विविध योजनांच्या लाभार्थ्यांना प्रमाणपत्रांचे वितरण करण्यात आले. या प्रसंगी लोकप्रतिनिधी, अधिकारी व नागरिक मोठ्या संख्येने उपस्थित होते.: [159, 261, 268, 288]
public-notice-body-cont: KNOW ALL MEN BY THESE PRESENTS that my client Mrs. Megha Prafulla Chaudhari is the lawful owner of the flat premises. The original chain of agreements in respect of the said flat has been lost and is not traceable. Any person having any claim, right, title or interest in the said flat by way of sale, mortgage, lien, gift, lease or otherwise is hereby required to make the same known in writing to the undersigned within 14 days from the date hereof, failing which the claims, if any, shall be deemed to have been waived and/or abandoned.: [5, 82, 151, 133]
